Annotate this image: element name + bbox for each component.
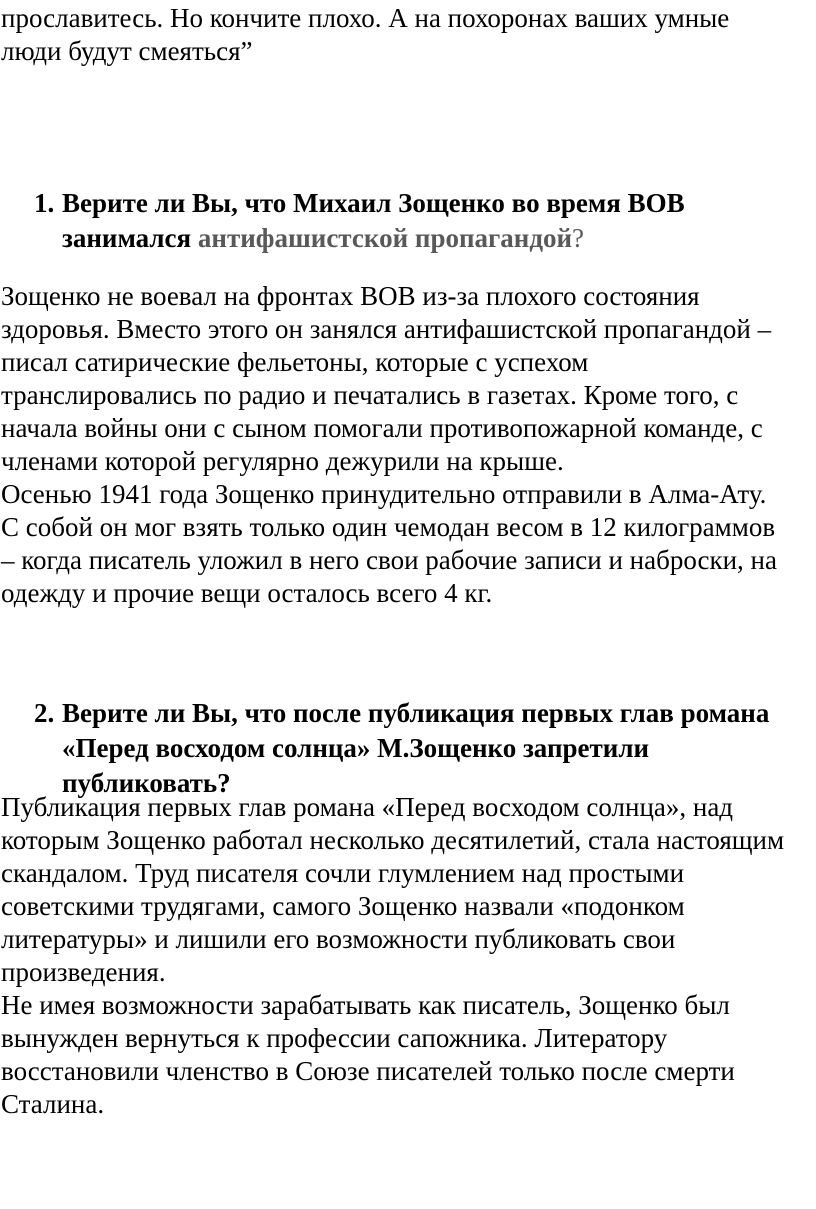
question-1-text bbox=[62, 186, 814, 256]
question-1-number: 1. bbox=[34, 188, 55, 218]
intro-line: люди будут смеяться” bbox=[1, 36, 253, 66]
answer-2-line: произведения. bbox=[1, 957, 166, 987]
answer-1-line: транслировались по радио и печатались в газетах. Кроме того, с bbox=[1, 380, 739, 410]
answer-2-line: скандалом. Труд писателя сочли глумлением над простыми bbox=[1, 858, 685, 888]
intro-quote-paragraph bbox=[1, 2, 815, 68]
answer-1-line: членами которой регулярно дежурили на крыше. bbox=[1, 446, 564, 476]
question-2 bbox=[34, 696, 814, 801]
answer-1-line: одежду и прочие вещи осталось всего 4 кг. bbox=[1, 578, 493, 608]
answer-1-line: Осенью 1941 года Зощенко принудительно отправили в Алма-Ату. bbox=[1, 479, 767, 509]
question-2-text bbox=[62, 696, 814, 801]
answer-1-line: – когда писатель уложил в него свои рабочие записи и наброски, на bbox=[1, 545, 777, 575]
answer-1-line: Зощенко не воевал на фронтах ВОВ из-за плохого состояния bbox=[1, 281, 700, 311]
answer-2-line: литературы» и лишили его возможности публиковать свои bbox=[1, 924, 676, 954]
question-1 bbox=[34, 186, 814, 258]
question-2-line: Верите ли Вы, что после публикация первых глав романа bbox=[62, 698, 770, 728]
question-2-number: 2. bbox=[34, 698, 55, 728]
answer-2-paragraph bbox=[1, 791, 815, 1121]
question-1-line bbox=[62, 221, 814, 256]
question-1-line: Верите ли Вы, что Михаил Зощенко во время ВОВ bbox=[62, 188, 685, 218]
answer-2-line: Не имея возможности зарабатывать как писатель, Зощенко был bbox=[1, 990, 730, 1020]
answer-2-line: восстановили членство в Союзе писателей только после смерти bbox=[1, 1056, 735, 1086]
answer-2-line: советскими трудягами, самого Зощенко назвали «подонком bbox=[1, 891, 685, 921]
answer-1-line: писал сатирические фельетоны, которые с успехом bbox=[1, 347, 589, 377]
answer-1-paragraph bbox=[1, 280, 815, 610]
question-1-mark: ? bbox=[572, 223, 585, 253]
answer-1-line: С собой он мог взять только один чемодан весом в 12 килограммов bbox=[1, 512, 776, 542]
answer-1-line: здоровья. Вместо этого он занялся антифашистской пропагандой – bbox=[1, 314, 772, 344]
answer-2-line: Публикация первых глав романа «Перед восходом солнца», над bbox=[1, 792, 734, 822]
answer-2-line: вынужден вернуться к профессии сапожника. Литератору bbox=[1, 1023, 668, 1053]
answer-2-line: которым Зощенко работал несколько десятилетий, стала настоящим bbox=[1, 825, 785, 855]
question-1-highlight: антифашистской пропагандой bbox=[197, 223, 573, 253]
question-2-line: «Перед восходом солнца» М.Зощенко запретили bbox=[62, 733, 650, 763]
question-2-line: публиковать? bbox=[62, 768, 231, 798]
question-1-prefix: занимался bbox=[62, 223, 198, 253]
intro-line: прославитесь. Но кончите плохо. А на похоронах ваших умные bbox=[1, 3, 730, 33]
answer-2-line: Сталина. bbox=[1, 1089, 105, 1119]
answer-1-line: начала войны они с сыном помогали противопожарной команде, с bbox=[1, 413, 763, 443]
